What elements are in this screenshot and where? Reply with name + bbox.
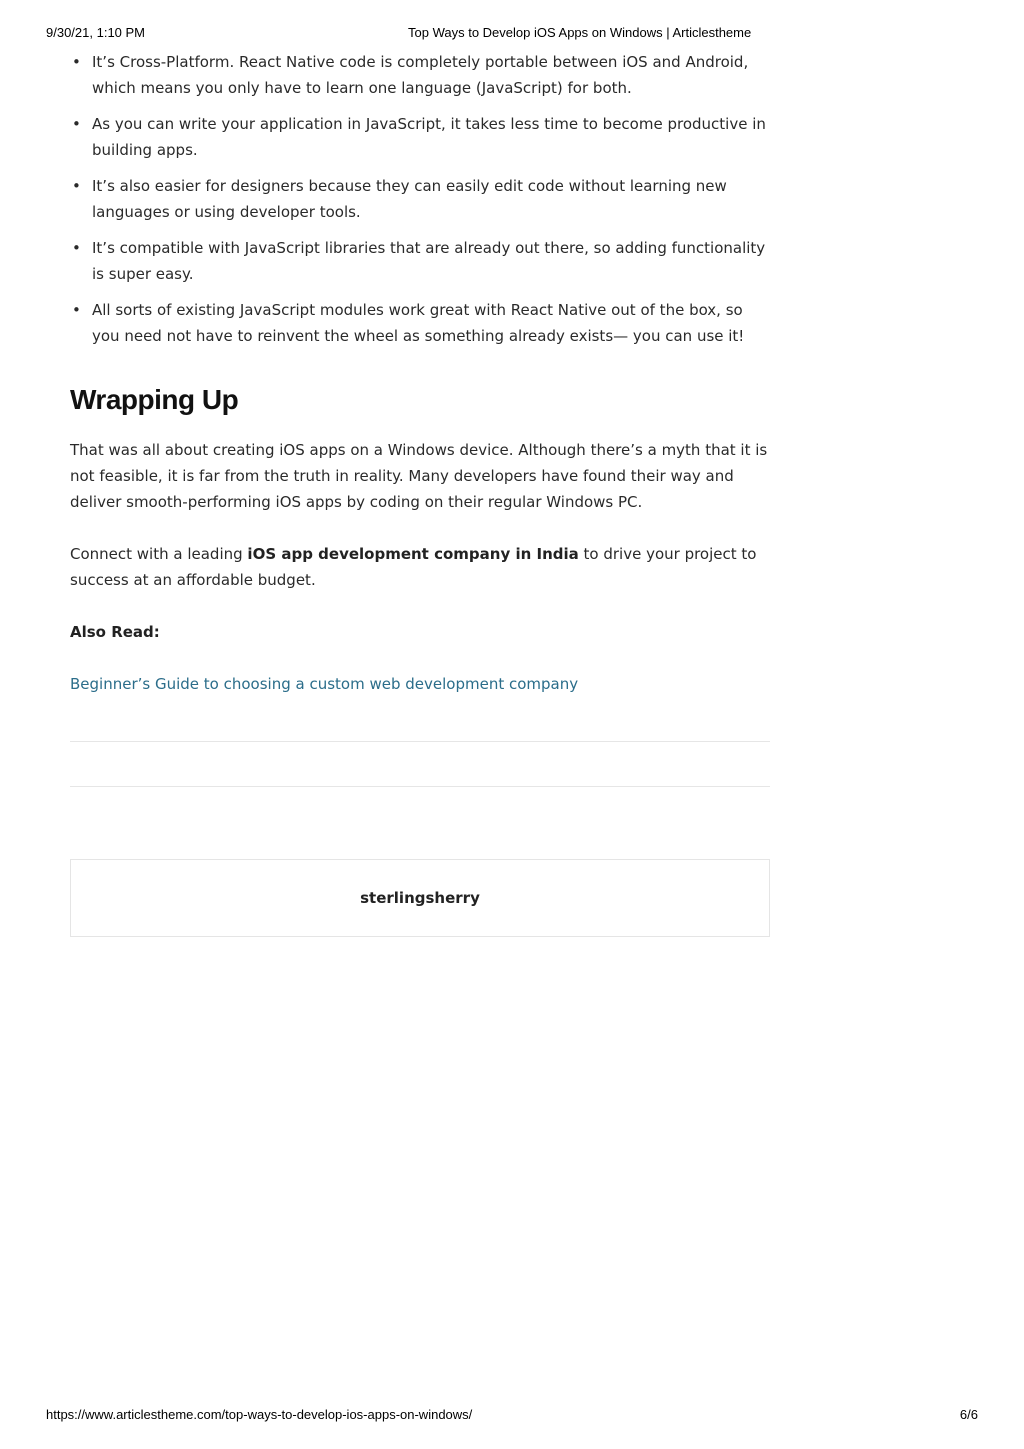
page-number: 6/6 (959, 1407, 978, 1422)
divider (70, 741, 770, 742)
section-heading: Wrapping Up (70, 384, 239, 415)
author-box (70, 859, 770, 937)
list-item: • It’s also easier for designers because they can easily edit code without learning new languages or using developer tools. (70, 173, 770, 225)
list-item: • It’s Cross-Platform. React Native code is completely portable between iOS and Android, which means you only have to learn one language (JavaScript) for both. (70, 49, 770, 101)
related-article-link[interactable]: Beginner’s Guide to choosing a custom web development company (70, 675, 579, 693)
author-name-link[interactable]: sterlingsherry (360, 889, 480, 907)
cta-paragraph (70, 541, 770, 593)
print-page-title: Top Ways to Develop iOS Apps on Windows | Articlestheme (408, 25, 752, 40)
print-datetime: 9/30/21, 1:10 PM (46, 25, 146, 40)
divider (70, 786, 770, 787)
list-item: • All sorts of existing JavaScript modules work great with React Native out of the box, so you need not have to reinvent the wheel as something already exists— you can use it! (70, 297, 770, 349)
wrap-up-paragraph: That was all about creating iOS apps on a Windows device. Although there’s a myth that it is not feasible, it is far from the truth in reality. Many developers have found their way and deliver smooth-performing iOS apps by coding on their regular Windows PC. (70, 441, 768, 511)
print-url: https://www.articlestheme.com/top-ways-to-develop-ios-apps-on-windows/ (46, 1407, 473, 1422)
also-read-label: Also Read: (70, 623, 160, 641)
print-footer (0, 1407, 1024, 1425)
print-header (0, 25, 1024, 43)
list-item: • It’s compatible with JavaScript libraries that are already out there, so adding functionality is super easy. (70, 235, 770, 287)
cta-suffix: to drive your project to success at an affordable budget. (70, 545, 757, 589)
company-link[interactable]: iOS app development company in India (247, 545, 579, 563)
cta-prefix: Connect with a leading (70, 545, 248, 563)
benefits-list (70, 49, 770, 349)
list-item: • As you can write your application in JavaScript, it takes less time to become productive in building apps. (70, 111, 770, 163)
article-content (70, 49, 770, 787)
